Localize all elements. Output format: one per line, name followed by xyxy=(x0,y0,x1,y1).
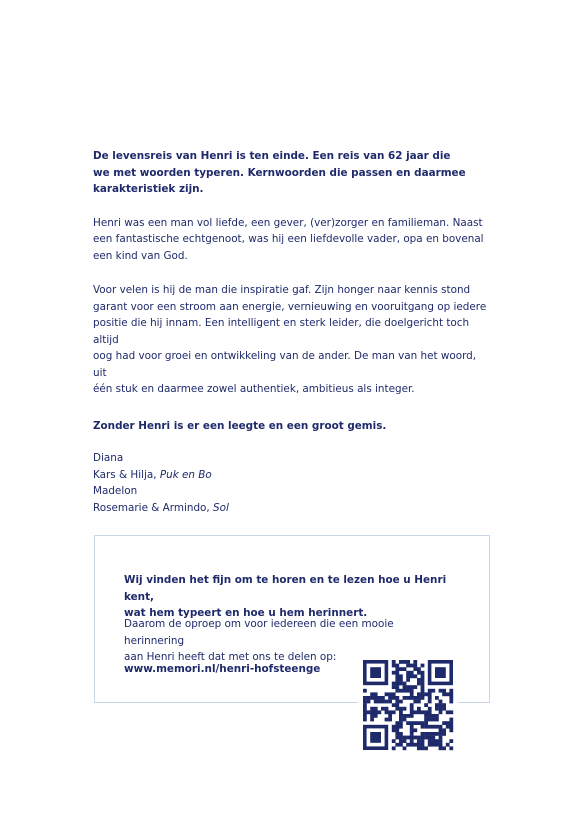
memori-heading-line: Wij vinden het fijn om te horen en te lezen hoe u Henri kent, xyxy=(124,574,447,603)
inspiration-line: één stuk en daarmee zowel authentiek, ambitieus als integer. xyxy=(93,383,415,395)
signature-line xyxy=(93,483,488,500)
love-line: Henri was een man vol liefde, een gever, (ver)zorger en familieman. Naast xyxy=(93,216,483,229)
signature-name: Diana xyxy=(93,452,124,464)
memori-body-line: Daarom de oproep om voor iedereen die een mooie herinnering xyxy=(124,618,394,647)
signature-name: Kars & Hilja, xyxy=(93,468,160,481)
qr-code-graphic xyxy=(358,655,458,755)
intro-line: karakteristiek zijn. xyxy=(93,183,204,195)
signatures xyxy=(93,450,488,516)
signature-name: Madelon xyxy=(93,485,138,497)
love-line: een fantastische echtgenoot, was hij een liefdevolle vader, opa en bovenal xyxy=(93,233,484,245)
signature-grandchildren: Puk en Bo xyxy=(159,468,212,481)
intro-line: De levensreis van Henri is ten einde. Een reis van 62 jaar die xyxy=(93,150,451,162)
closing-line: Zonder Henri is er een leegte en een groot gemis. xyxy=(93,419,387,432)
signature-name: Rosemarie & Armindo, xyxy=(93,501,214,514)
signature-line xyxy=(93,450,488,467)
memori-url-link[interactable]: www.memori.nl/henri-hofsteenge xyxy=(124,663,321,675)
signature-line xyxy=(93,500,488,517)
memori-heading-line: wat hem typeert en hoe u hem herinnert. xyxy=(124,607,368,619)
love-line: een kind van God. xyxy=(93,249,188,262)
signature-grandchildren: Sol xyxy=(213,501,229,514)
memori-body-line: aan Henri heeft dat met ons te delen op: xyxy=(124,651,337,663)
memorial-text xyxy=(93,148,488,516)
inspiration-line: oog had voor groei en ontwikkeling van de ander. De man van het woord, uit xyxy=(93,350,477,379)
inspiration-line: garant voor een stroom aan energie, vernieuwing en vooruitgang op iedere xyxy=(93,300,487,313)
intro-paragraph xyxy=(93,148,488,198)
memori-heading xyxy=(124,572,454,622)
inspiration-paragraph xyxy=(93,282,488,398)
inspiration-line: Voor velen is hij de man die inspiratie gaf. Zijn honger naar kennis stond xyxy=(93,284,471,296)
inspiration-line: positie die hij innam. Een intelligent en sterk leider, die doelgericht toch altijd xyxy=(93,317,470,346)
signature-line xyxy=(93,467,488,484)
love-paragraph xyxy=(93,215,488,265)
intro-line: we met woorden typeren. Kernwoorden die passen en daarmee xyxy=(93,166,466,179)
qr-code-icon[interactable] xyxy=(358,655,458,755)
